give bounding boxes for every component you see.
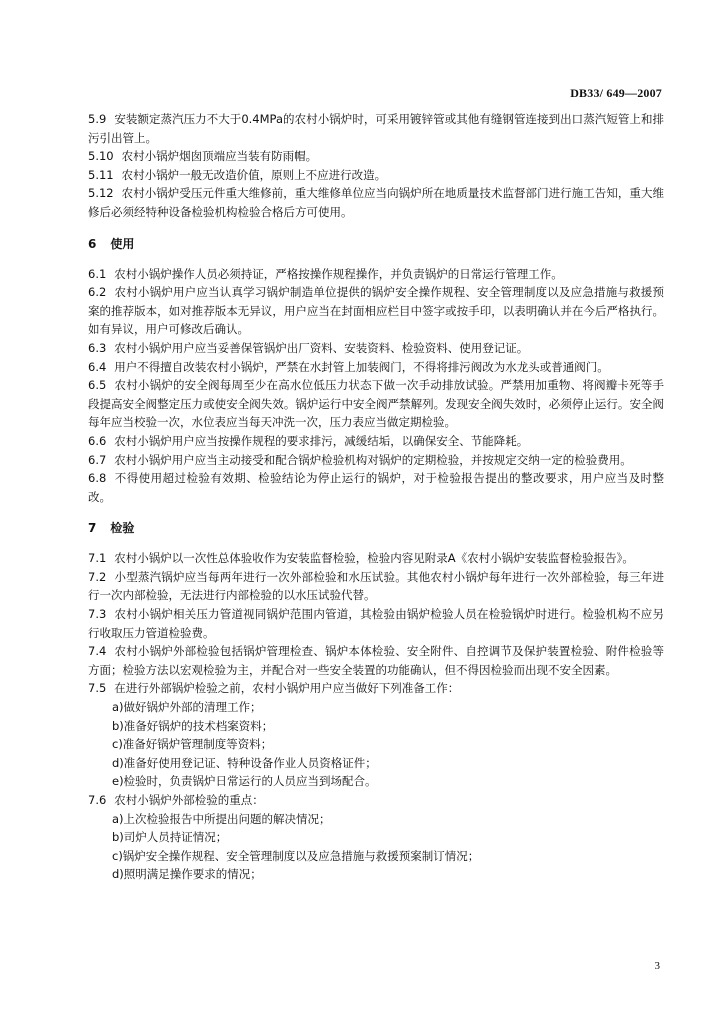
clause-7-4 xyxy=(88,642,664,679)
section-number: 7 xyxy=(88,521,97,536)
clause-number: 6.4 xyxy=(88,359,107,374)
clause-number: 6.2 xyxy=(88,285,107,300)
clause-text: 在进行外部锅炉检验之前，农村小锅炉用户应当做好下列准备工作： xyxy=(114,681,460,696)
clause-number: 6.6 xyxy=(88,433,107,448)
clause-7-6 xyxy=(88,791,664,810)
clause-number: 6.5 xyxy=(88,378,107,393)
clause-number: 5.12 xyxy=(88,186,114,201)
clause-7-1 xyxy=(88,549,664,568)
clause-text: 农村小锅炉用户应当主动接受和配合锅炉检验机构对锅炉的定期检验，并按规定交纳一定的检验费用。 xyxy=(114,452,632,467)
clause-6-8 xyxy=(88,469,664,506)
clause-text: 农村小锅炉用户应当认真学习锅炉制造单位提供的锅炉安全操作规程、安全管理制度以及应急措施与救援预案的推荐版本，如对推荐版本无异议，用户应当在封面相应栏目中签字或按手印，以表明确认并在今后严格执行。如有异议，用户可修改后确认。 xyxy=(88,285,664,337)
document-code: DB33/ 649—2007 xyxy=(570,86,662,100)
clause-text: 农村小锅炉一般无改造价值，原则上不应进行改造。 xyxy=(121,167,387,182)
clause-7-2 xyxy=(88,568,664,605)
clause-number: 7.3 xyxy=(88,607,107,622)
clause-text: 农村小锅炉用户应当按操作规程的要求排污，减缓结垢，以确保安全、节能降耗。 xyxy=(114,433,529,448)
clause-text: 农村小锅炉受压元件重大维修前，重大维修单位应当向锅炉所在地质量技术监督部门进行施工告知，重大维修后必须经特种设备检验机构检验合格后方可使用。 xyxy=(88,186,664,219)
clause-text: 农村小锅炉操作人员必须持证，严格按操作规程操作，并负责锅炉的日常运行管理工作。 xyxy=(114,266,563,281)
clause-number: 5.9 xyxy=(88,112,107,126)
section-title: 检验 xyxy=(110,521,135,536)
clause-6-7 xyxy=(88,451,664,470)
list-item: a)做好锅炉外部的清理工作； xyxy=(112,700,262,715)
clause-number: 6.8 xyxy=(88,471,107,486)
clause-text: 安装额定蒸汽压力不大于0.4MPa的农村小锅炉时，可采用镀锌管或其他有缝钢管连接到出口蒸汽短管上和排污引出管上。 xyxy=(88,112,664,145)
page-number: 3 xyxy=(654,960,660,972)
clause-6-1 xyxy=(88,265,664,284)
clause-text: 农村小锅炉相关压力管道视同锅炉范围内管道，其检验由锅炉检验人员在检验锅炉时进行。检验机构不应另行收取压力管道检验费。 xyxy=(88,607,664,640)
section-number: 6 xyxy=(88,236,97,251)
section-heading-inspection xyxy=(88,519,664,537)
clause-number: 5.10 xyxy=(88,149,114,164)
clause-text: 农村小锅炉以一次性总体验收作为安装监督检验，检验内容见附录A《农村小锅炉安装监督检验报告》。 xyxy=(114,551,634,566)
clause-7-3 xyxy=(88,605,664,642)
clause-number: 7.4 xyxy=(88,644,107,659)
clause-text: 农村小锅炉外部检验的重点： xyxy=(114,793,264,807)
list-item: b)司炉人员持证情况； xyxy=(112,830,228,845)
clause-text: 农村小锅炉的安全阀每周至少在高水位低压力状态下做一次手动排放试验。严禁用加重物、将阀瓣卡死等手段提高安全阀整定压力或使安全阀失效。锅炉运行中安全阀严禁解列。发现安全阀失效时，必须停止运行。安全阀每年应当校验一次，水位表应当每天冲洗一次，压力表应当做定期检验。 xyxy=(88,378,664,430)
clause-text: 农村小锅炉烟囱顶端应当装有防雨帽。 xyxy=(121,149,318,164)
clause-number: 6.1 xyxy=(88,266,107,281)
clause-number: 7.1 xyxy=(88,551,107,566)
list-item: c)准备好锅炉管理制度等资料； xyxy=(112,737,273,752)
clause-text: 农村小锅炉外部检验包括锅炉管理检查、锅炉本体检验、安全附件、自控调节及保护装置检验、附件检验等方面；检验方法以宏观检验为主，并配合对一些安全装置的功能确认，但不得因检验而出现不安全因素。 xyxy=(88,644,664,677)
clause-7-5 xyxy=(88,679,664,698)
clause-text: 用户不得擅自改装农村小锅炉，严禁在水封管上加装阀门，不得将排污阀改为水龙头或普通阀门。 xyxy=(114,359,609,374)
clause-5-11 xyxy=(88,166,664,185)
clause-6-5 xyxy=(88,376,664,432)
clause-number: 6.3 xyxy=(88,340,107,355)
clause-6-3 xyxy=(88,339,664,358)
document-body xyxy=(88,110,664,884)
clause-6-2 xyxy=(88,283,664,339)
section-heading-usage xyxy=(88,235,664,253)
clause-5-10 xyxy=(88,147,664,166)
list-item: e)检验时，负责锅炉日常运行的人员应当到场配合。 xyxy=(112,774,377,789)
section-title: 使用 xyxy=(110,236,135,251)
clause-number: 7.2 xyxy=(88,569,107,584)
clause-text: 不得使用超过检验有效期、检验结论为停止运行的锅炉，对于检验报告提出的整改要求，用户应当及时整改。 xyxy=(88,471,664,504)
clause-5-12 xyxy=(88,184,664,221)
clause-number: 5.11 xyxy=(88,167,114,182)
clause-6-6 xyxy=(88,432,664,451)
clause-text: 农村小锅炉用户应当妥善保管锅炉出厂资料、安装资料、检验资料、使用登记证。 xyxy=(114,340,529,355)
list-item: d)准备好使用登记证、特种设备作业人员资格证件； xyxy=(112,755,377,770)
clause-6-4 xyxy=(88,358,664,377)
list-item: b)准备好锅炉的技术档案资料； xyxy=(112,718,274,733)
list-item: d)照明满足操作要求的情况； xyxy=(112,867,262,882)
list-item: a)上次检验报告中所提出问题的解决情况； xyxy=(112,811,331,826)
clause-number: 7.6 xyxy=(88,793,107,807)
clause-number: 6.7 xyxy=(88,452,107,467)
clause-5-9 xyxy=(88,110,664,147)
list-item: c)锅炉安全操作规程、安全管理制度以及应急措施与救援预案制订情况； xyxy=(112,848,480,863)
clause-number: 7.5 xyxy=(88,681,107,696)
clause-text: 小型蒸汽锅炉应当每两年进行一次外部检验和水压试验。其他农村小锅炉每年进行一次外部检验，每三年进行一次内部检验，无法进行内部检验的以水压试验代替。 xyxy=(88,569,664,603)
